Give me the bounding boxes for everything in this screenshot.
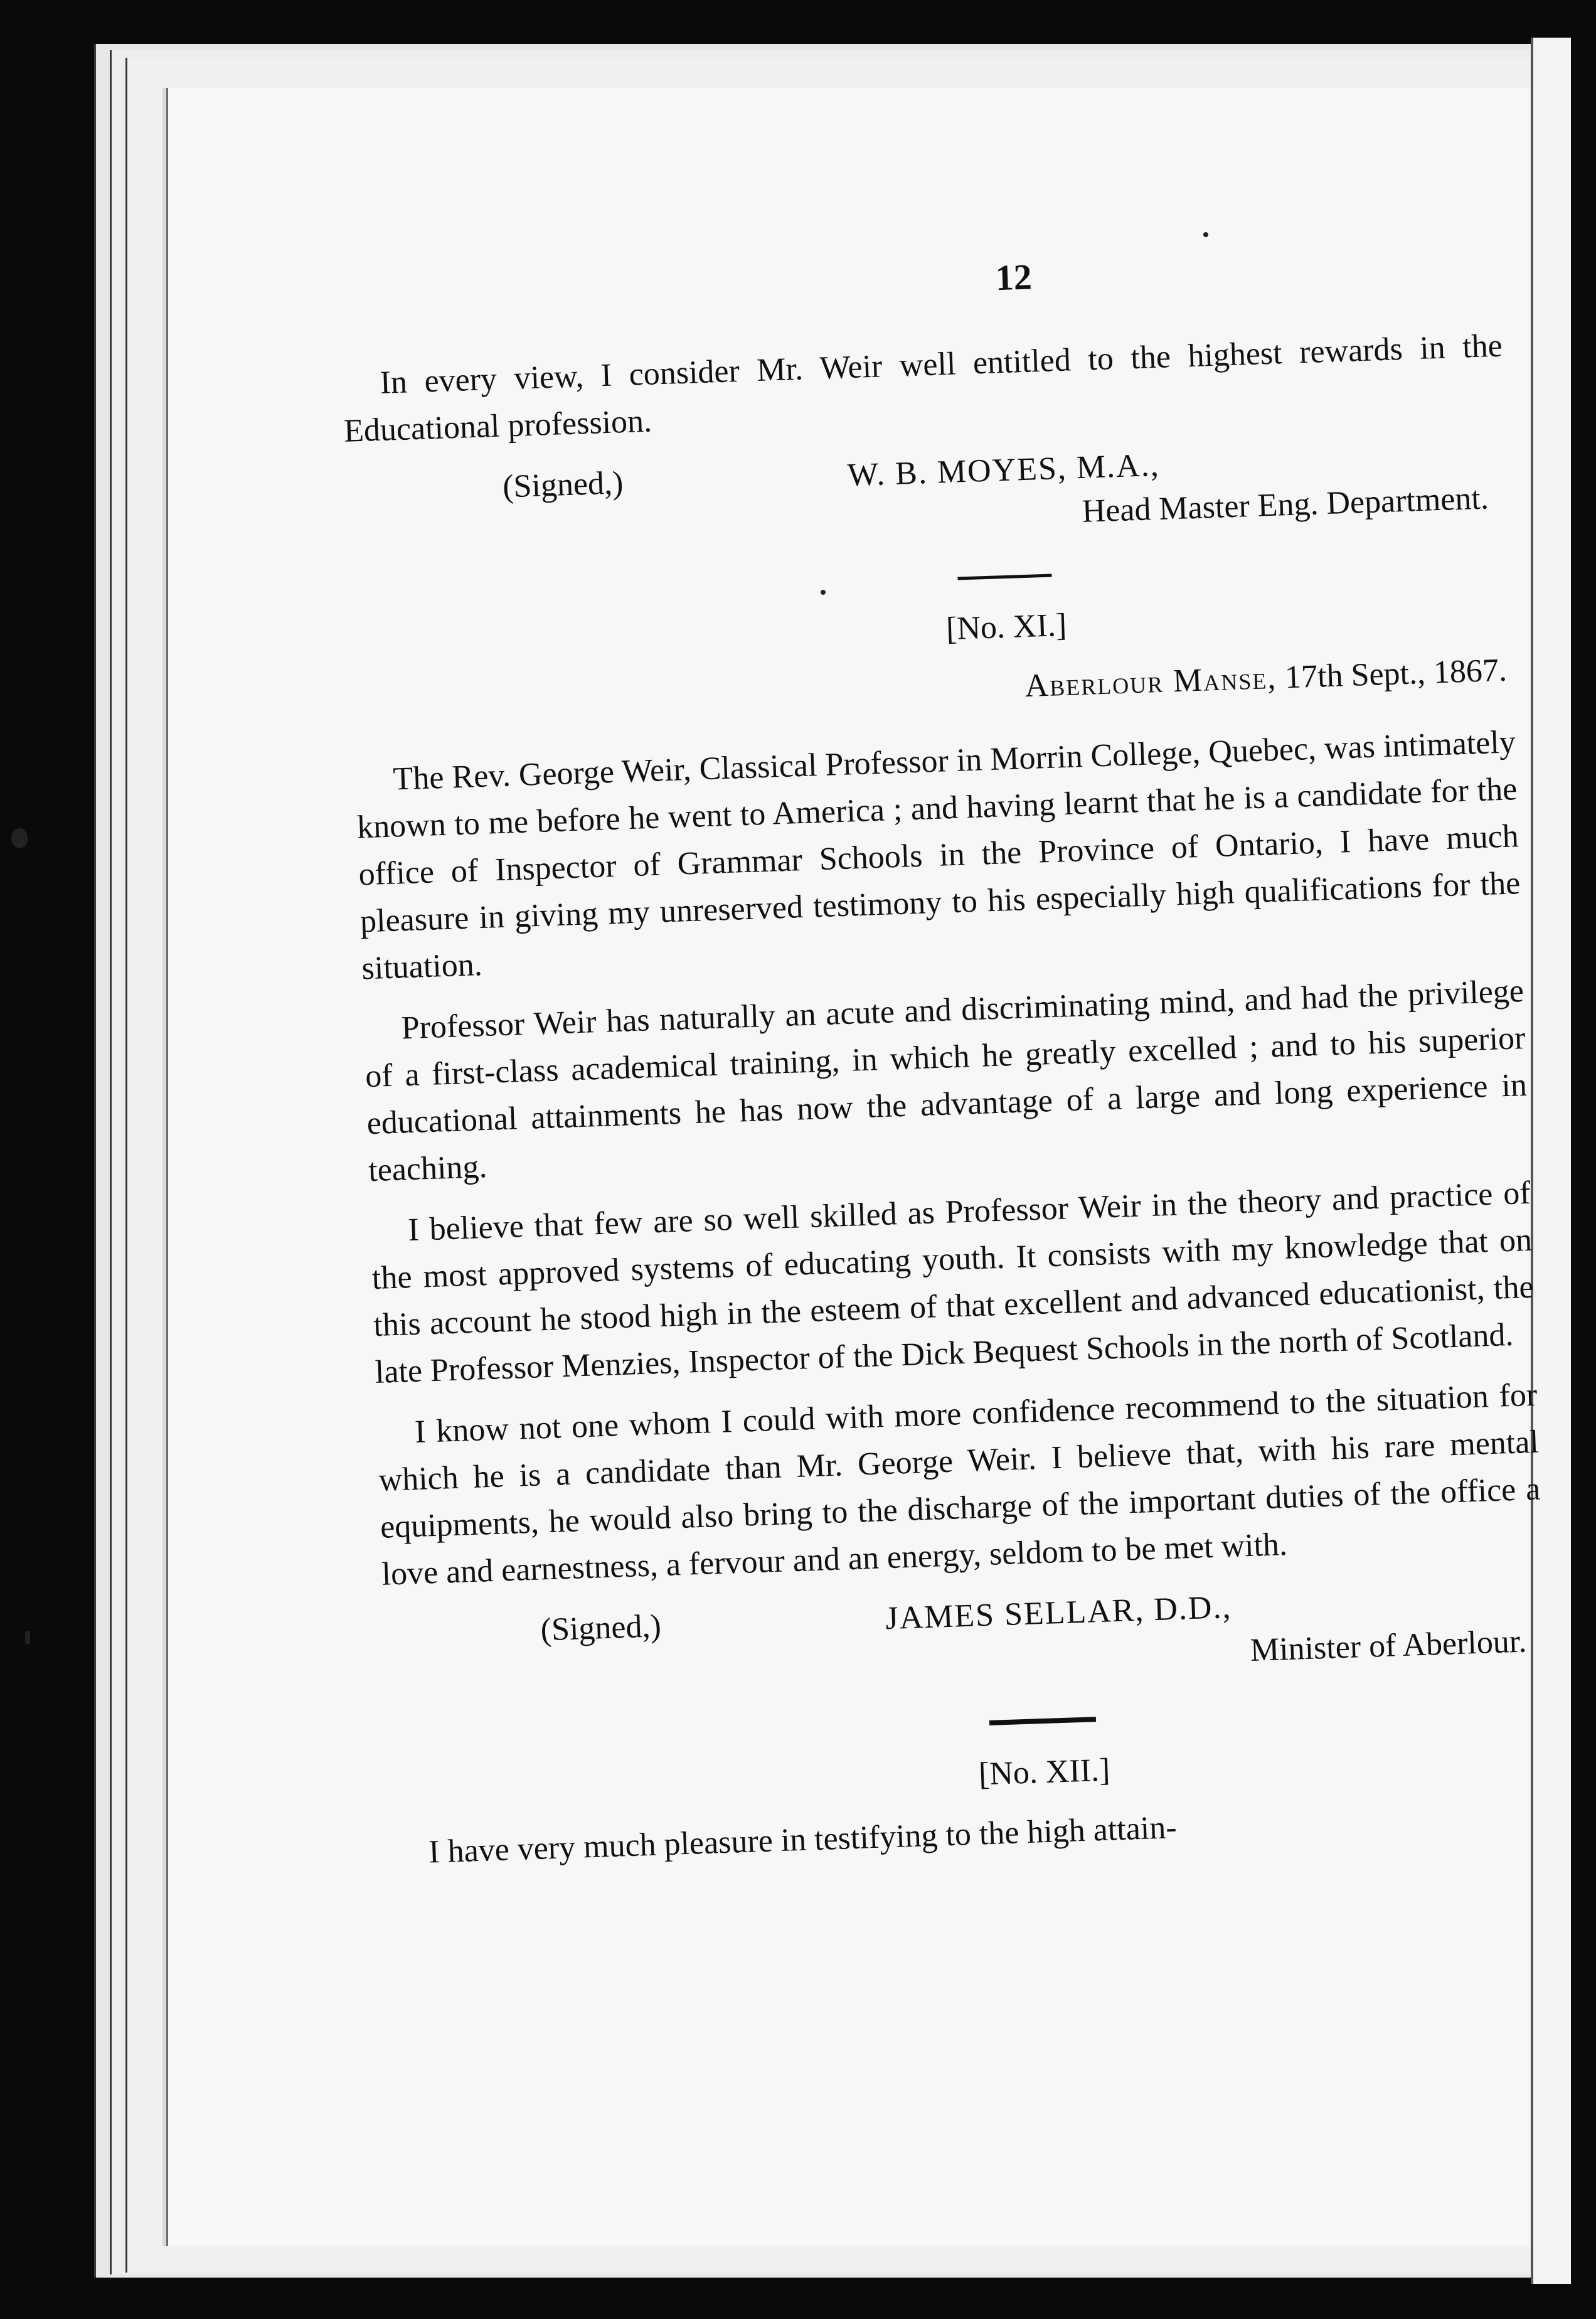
section-divider <box>989 1717 1096 1725</box>
dateline-place: Aberlour Manse, <box>1024 659 1278 705</box>
page-text <box>339 238 1552 1891</box>
section-number: [No. XI.] <box>945 607 1068 648</box>
section-divider <box>957 574 1051 580</box>
signer-name: W. B. MOYES, M.A., <box>847 447 1161 494</box>
letter-paragraph: I have very much pleasure in testifying to the high attain- <box>428 1810 1178 1870</box>
speck <box>25 1631 30 1644</box>
dateline-date: 17th Sept., 1867. <box>1284 652 1508 696</box>
facing-page-edge <box>1531 38 1571 2284</box>
signer-title: Head Master Eng. Department. <box>1081 480 1489 530</box>
speck <box>1203 232 1208 237</box>
letter-paragraph: I know not one whom I could with more confidence recommend to the situation for which he is a candidate than Mr. George Weir. I believe that, with his rare mental equipments, he would also bring to the discharge of the important duties of the office a love and earnestness, a fervour and an energy, seldom to be met with. <box>378 1377 1541 1592</box>
signed-label: (Signed,) <box>502 465 624 505</box>
section-number: [No. XII.] <box>978 1752 1111 1793</box>
signed-label: (Signed,) <box>540 1608 662 1648</box>
speck <box>11 828 28 848</box>
letter-paragraph: Professor Weir has naturally an acute and discriminating mind, and had the privilege of a first-class academical training, in which he greatly excelled ; and to his superior educational attainments he has now the advantage of a large and long experience in teaching. <box>364 973 1528 1189</box>
closing-paragraph: In every view, I consider Mr. Weir well entitled to the highest rewards in the Educational profession. <box>343 328 1503 449</box>
signer-name: JAMES SELLAR, D.D., <box>885 1589 1233 1637</box>
signer-title: Minister of Aberlour. <box>1249 1623 1528 1669</box>
letter-paragraph: I believe that few are so well skilled as Professor Weir in the theory and practice of the most approved systems of educating youth. It consists with my knowledge that on this account he stood high in the esteem of that excellent and advanced educationist, the late Professor Menzies, Inspector of the Dick Bequest Schools in the north of Scotland. <box>371 1175 1535 1391</box>
page-number: 12 <box>994 256 1033 299</box>
letter-paragraph: The Rev. George Weir, Classical Professor in Morrin College, Quebec, was intimately known to me before he went to America ; and having learnt that he is a candidate for the office of Inspector of Grammar Schools in the Province of Ontario, I have much pleasure in giving my unreserved testimony to his especially high qualifications for the situation. <box>356 724 1521 987</box>
